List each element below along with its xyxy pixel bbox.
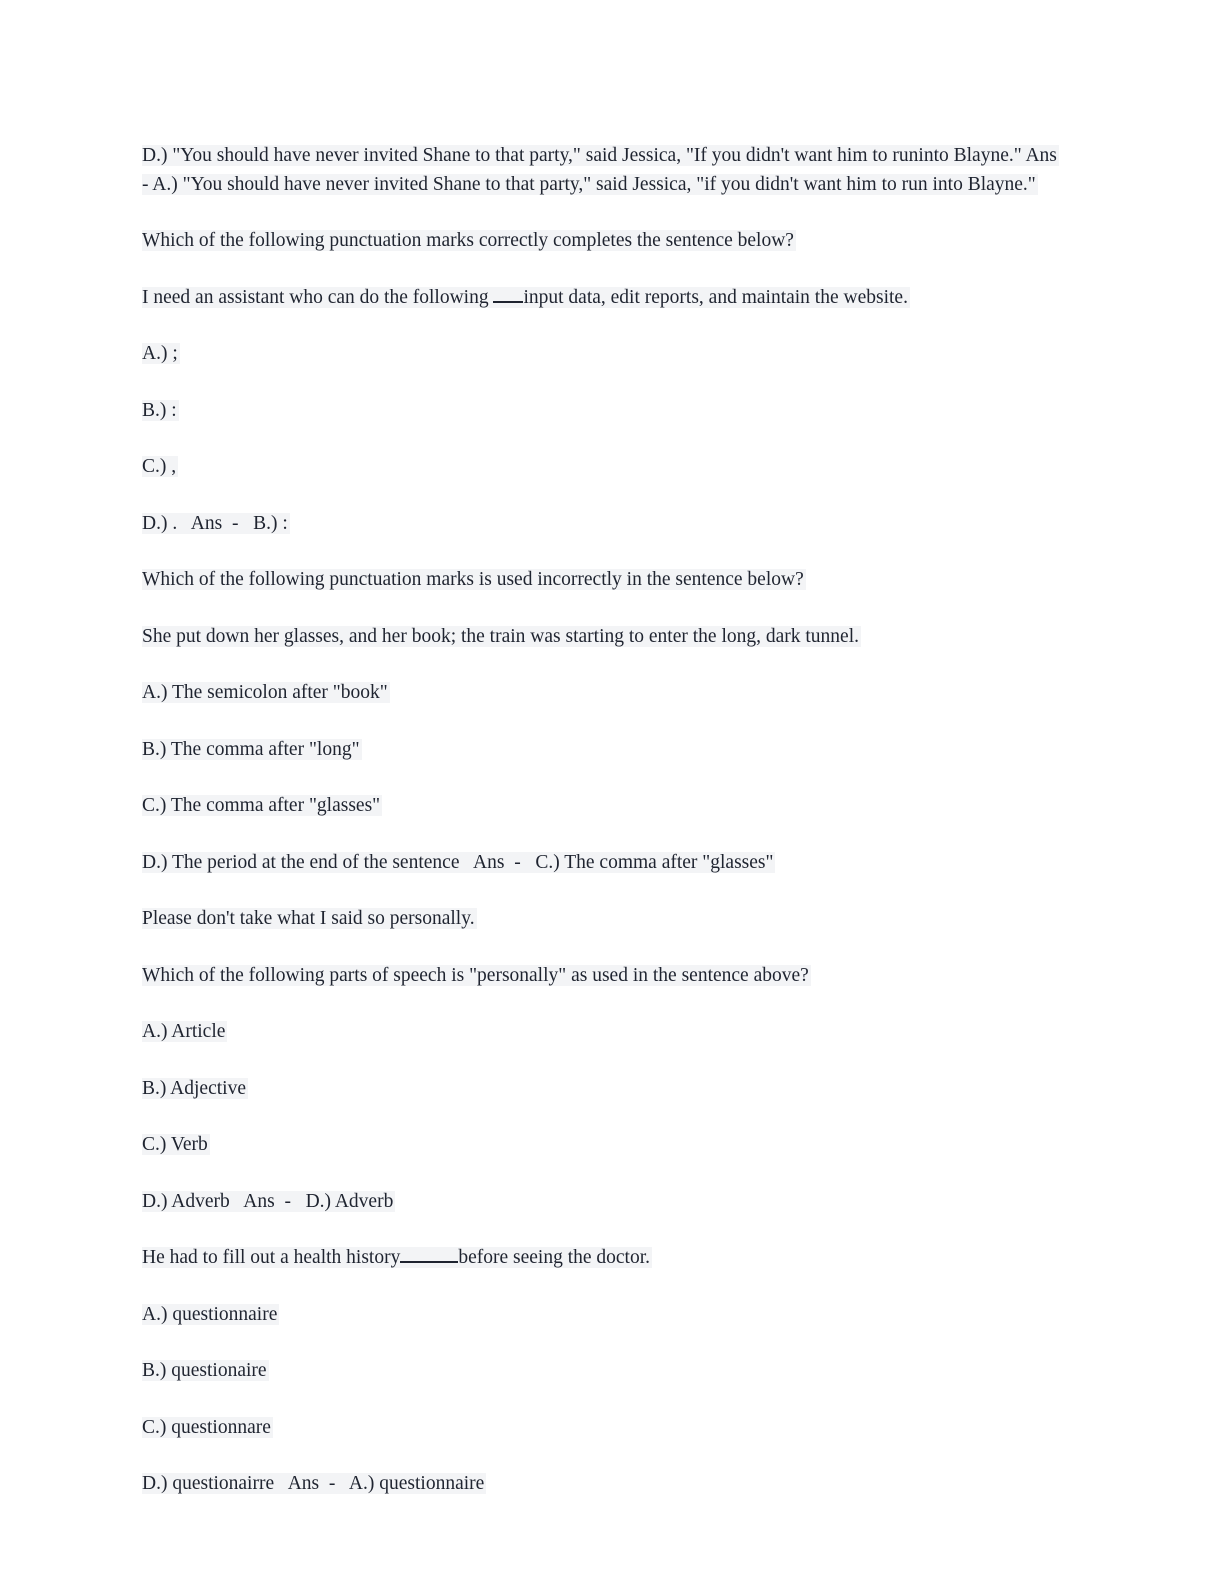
- question-3-option-b: B.) Adjective: [142, 1077, 246, 1099]
- fill-in-blank: [493, 285, 523, 303]
- option-d: D.) The period at the end of the sentence: [142, 851, 460, 873]
- question-3-prompt: Which of the following parts of speech is "personally" as used in the sentence above?: [142, 964, 809, 986]
- answer-label: Ans: [243, 1190, 275, 1212]
- question-1-option-d-answer: D.) . Ans - B.) :: [142, 512, 288, 534]
- question-1-option-b: B.) :: [142, 399, 177, 421]
- fill-in-blank: [400, 1245, 458, 1263]
- question-2-option-c: C.) The comma after "glasses": [142, 795, 381, 816]
- question-2-option-a: A.) The semicolon after "book": [142, 682, 388, 703]
- question-4-option-b: B.) questionaire: [142, 1360, 267, 1381]
- answer-label: Ans: [190, 512, 223, 534]
- question-2-option-b: B.) The comma after "long": [142, 738, 360, 760]
- answer-text: B.) :: [253, 512, 288, 534]
- question-3-option-d-answer: D.) Adverb Ans - D.) Adverb: [142, 1190, 394, 1212]
- question-4-option-d-answer: D.) questionairre Ans - A.) questionnaire: [142, 1473, 485, 1494]
- answer-label: Ans: [473, 851, 505, 873]
- question-4-sentence: He had to fill out a health history before seeing the doctor.: [142, 1247, 651, 1268]
- question-4-option-a: A.) questionnaire: [142, 1303, 278, 1325]
- document-body: [142, 142, 1062, 1527]
- question-3-sentence: Please don't take what I said so personally.: [142, 908, 475, 929]
- answer-text: D.) Adverb: [305, 1190, 394, 1212]
- question-1-option-a: A.) ;: [142, 343, 178, 364]
- question-3-option-a: A.) Article: [142, 1021, 226, 1042]
- question-2-sentence: She put down her glasses, and her book; the train was starting to enter the long, dark tunnel.: [142, 625, 860, 647]
- previous-answer-text: D.) "You should have never invited Shane to that party," said Jessica, "If you didn't want him to runinto Blayne." Ans - A.) "You should have never invited Shane to that party," said Jessica, "if you didn't want him to run into Blayne.": [142, 145, 1057, 195]
- option-d: D.) Adverb: [142, 1190, 230, 1212]
- question-3-option-c: C.) Verb: [142, 1134, 208, 1155]
- question-1-prompt: Which of the following punctuation marks correctly completes the sentence below?: [142, 230, 794, 251]
- question-1-option-c: C.) ,: [142, 456, 177, 477]
- question-2-prompt: Which of the following punctuation marks is used incorrectly in the sentence below?: [142, 569, 804, 590]
- option-d: D.) .: [142, 512, 178, 534]
- answer-text: A.) questionnaire: [348, 1473, 485, 1494]
- previous-answer-paragraph: [142, 142, 1062, 199]
- answer-label: Ans: [287, 1473, 320, 1494]
- option-d: D.) questionairre: [142, 1473, 275, 1494]
- question-2-option-d-answer: D.) The period at the end of the sentence Ans - C.) The comma after "glasses": [142, 851, 774, 873]
- answer-text: C.) The comma after "glasses": [535, 851, 774, 873]
- question-1-sentence: I need an assistant who can do the following input data, edit reports, and maintain the website.: [142, 286, 908, 308]
- question-4-option-c: C.) questionnare: [142, 1416, 271, 1438]
